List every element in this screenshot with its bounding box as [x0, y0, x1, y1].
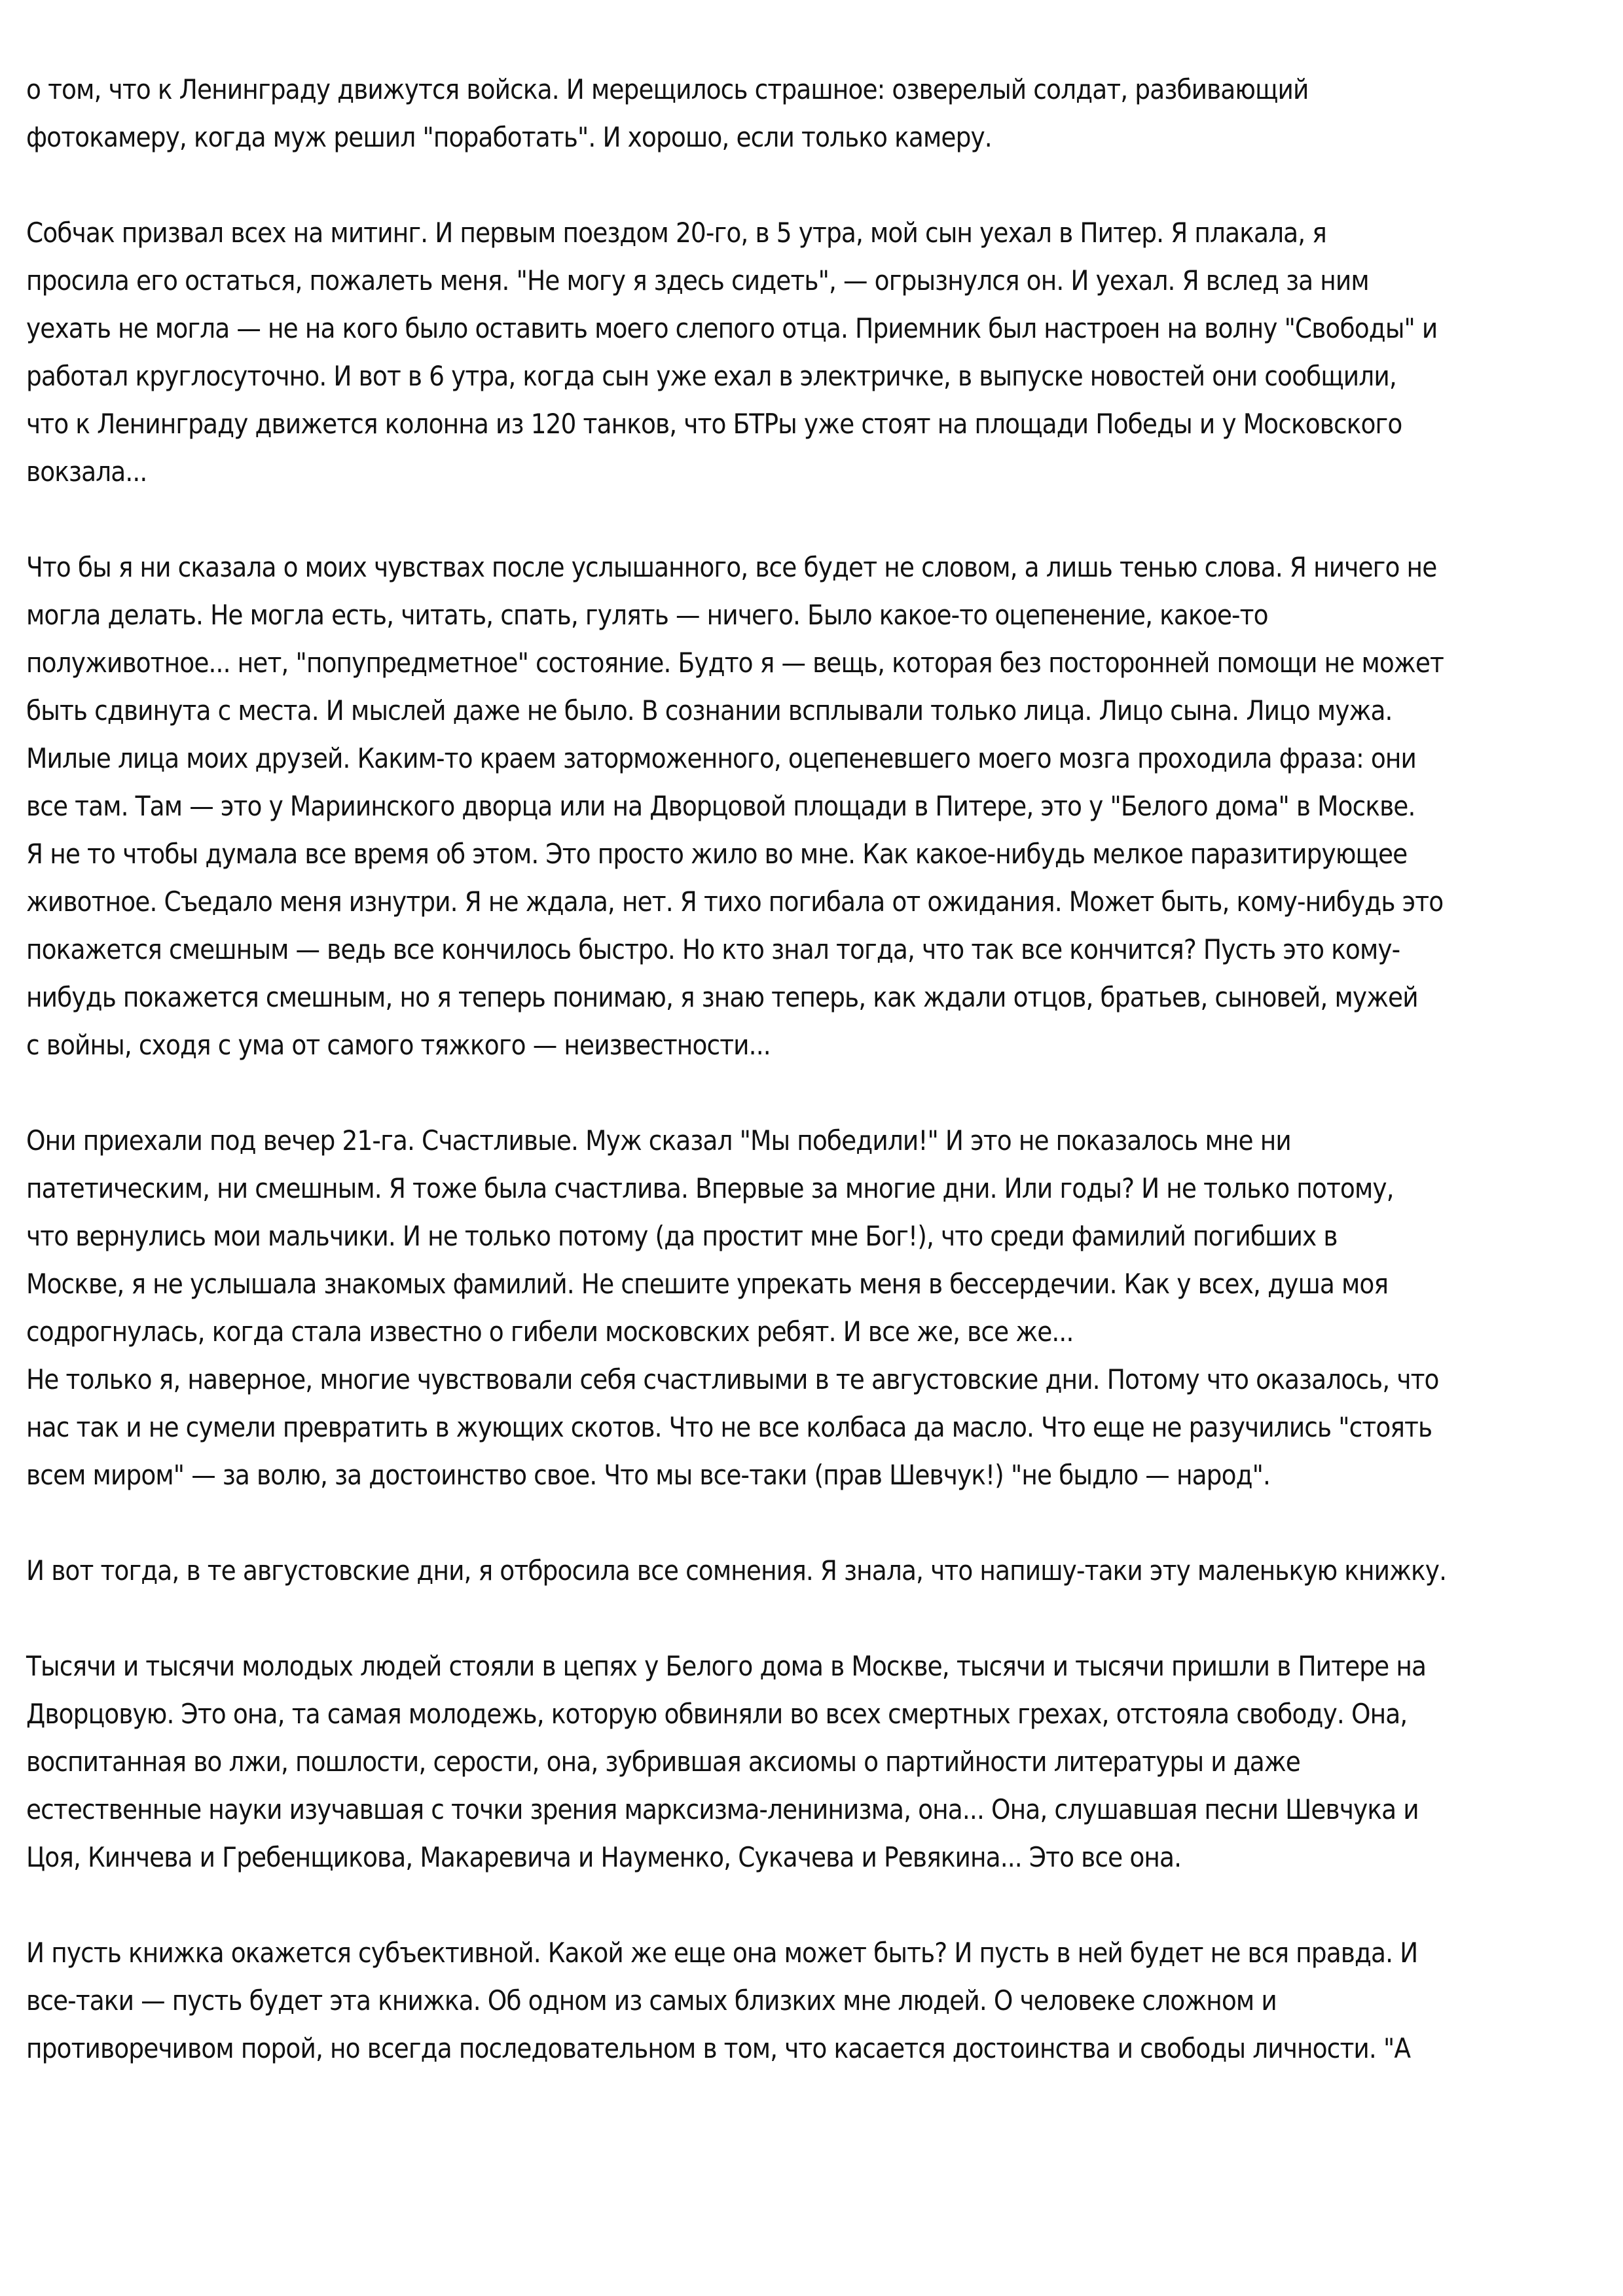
text-line: естественные науки изучавшая с точки зрения марксизма-ленинизма, она... Она, слушавшая песни Шевчука и: [26, 1793, 1419, 1825]
paragraph-5: [26, 1355, 1439, 1499]
text-line: просила его остаться, пожалеть меня. "Не могу я здесь сидеть", — огрызнулся он. И уехал. Я вслед за ним: [26, 264, 1369, 296]
text-line: о том, что к Ленинграду движутся войска. И мерещилось страшное: озверелый солдат, разбивающий: [26, 73, 1309, 105]
text-line: Я не то чтобы думала все время об этом. Это просто жило во мне. Как какое-нибудь мелкое паразитирующее: [26, 838, 1408, 870]
text-line: И пусть книжка окажется субъективной. Какой же еще она может быть? И пусть в ней будет не вся правда. И: [26, 1937, 1418, 1969]
text-line: нас так и не сумели превратить в жующих скотов. Что не все колбаса да масло. Что еще не разучились "стоять: [26, 1411, 1432, 1443]
text-line: что вернулись мои мальчики. И не только потому (да простит мне Бог!), что среди фамилий погибших в: [26, 1220, 1338, 1252]
document-page: [26, 65, 1447, 2072]
text-line: противоречивом порой, но всегда последовательном в том, что касается достоинства и свободы личности. "А: [26, 2032, 1411, 2064]
text-line: покажется смешным — ведь все кончилось быстро. Но кто знал тогда, что так все кончится? Пусть это кому-: [26, 933, 1400, 965]
text-line: фотокамеру, когда муж решил "поработать". И хорошо, если только камеру.: [26, 121, 992, 153]
text-line: животное. Съедало меня изнутри. Я не ждала, нет. Я тихо погибала от ожидания. Может быть, кому-нибудь это: [26, 886, 1444, 918]
text-line: нибудь покажется смешным, но я теперь понимаю, я знаю теперь, как ждали отцов, братьев, сыновей, мужей: [26, 981, 1418, 1013]
text-line: Они приехали под вечер 21-га. Счастливые. Муж сказал "Мы победили!" И это не показалось мне ни: [26, 1124, 1291, 1157]
text-line: воспитанная во лжи, пошлости, серости, она, зубрившая аксиомы о партийности литературы и даже: [26, 1746, 1300, 1778]
text-line: работал круглосуточно. И вот в 6 утра, когда сын уже ехал в электричке, в выпуске новостей они сообщили,: [26, 360, 1396, 392]
text-line: уехать не могла — не на кого было оставить моего слепого отца. Приемник был настроен на волну "Свободы" и: [26, 312, 1438, 344]
text-line: Что бы я ни сказала о моих чувствах после услышанного, все будет не словом, а лишь тенью слова. Я ничего не: [26, 551, 1437, 583]
text-line: все там. Там — это у Мариинского дворца или на Дворцовой площади в Питере, это у "Белого дома" в Москве.: [26, 790, 1415, 822]
text-line: Не только я, наверное, многие чувствовали себя счастливыми в те августовские дни. Потому что оказалось, что: [26, 1363, 1439, 1395]
paragraph-7: [26, 1642, 1435, 1881]
text-line: Дворцовую. Это она, та самая молодежь, которую обвиняли во всех смертных грехах, отстояла свободу. Она,: [26, 1698, 1408, 1730]
text-line: полуживотное... нет, "попупредметное" состояние. Будто я — вещь, которая без посторонней помощи не может: [26, 647, 1444, 679]
text-line: содрогнулась, когда стала известно о гибели московских ребят. И все же, все же...: [26, 1316, 1074, 1348]
text-line: с войны, сходя с ума от самого тяжкого — неизвестности...: [26, 1029, 771, 1061]
text-line: все-таки — пусть будет эта книжка. Об одном из самых близких мне людей. О человеке сложном и: [26, 1984, 1277, 2017]
text-line: Тысячи и тысячи молодых людей стояли в цепях у Белого дома в Москве, тысячи и тысячи пришли в Питере на: [26, 1650, 1427, 1682]
text-line: Цоя, Кинчева и Гребенщикова, Макаревича и Науменко, Сукачева и Ревякина... Это все она.: [26, 1841, 1182, 1873]
paragraph-2: [26, 209, 1438, 495]
text-line: что к Ленинграду движется колонна из 120 танков, что БТРы уже стоят на площади Победы и у Московского: [26, 408, 1402, 440]
paragraph-4: [26, 1117, 1435, 1355]
text-line: вокзала...: [26, 456, 147, 488]
text-line: Милые лица моих друзей. Каким-то краем заторможенного, оцепеневшего моего мозга проходила фраза: они: [26, 742, 1417, 774]
paragraph-8: [26, 1929, 1435, 2072]
text-line: Собчак призвал всех на митинг. И первым поездом 20-го, в 5 утра, мой сын уехал в Питер. Я плакала, я: [26, 217, 1326, 249]
paragraph-6: [26, 1547, 1447, 1594]
text-line: быть сдвинута с места. И мыслей даже не было. В сознании всплывали только лица. Лицо сына. Лицо мужа.: [26, 694, 1393, 726]
text-line: могла делать. Не могла есть, читать, спать, гулять — ничего. Было какое-то оцепенение, какое-то: [26, 599, 1268, 631]
text-line: Москве, я не услышала знакомых фамилий. Не спешите упрекать меня в бессердечии. Как у всех, душа моя: [26, 1268, 1389, 1300]
paragraph-3: [26, 543, 1444, 1069]
text-line: всем миром" — за волю, за достоинство свое. Что мы все-таки (прав Шевчук!) "не быдло — народ".: [26, 1459, 1271, 1491]
paragraph-1: [26, 65, 1435, 161]
text-line: И вот тогда, в те августовские дни, я отбросила все сомнения. Я знала, что напишу-таки эту маленькую книжку.: [26, 1554, 1447, 1587]
text-line: патетическим, ни смешным. Я тоже была счастлива. Впервые за многие дни. Или годы? И не только потому,: [26, 1172, 1394, 1204]
